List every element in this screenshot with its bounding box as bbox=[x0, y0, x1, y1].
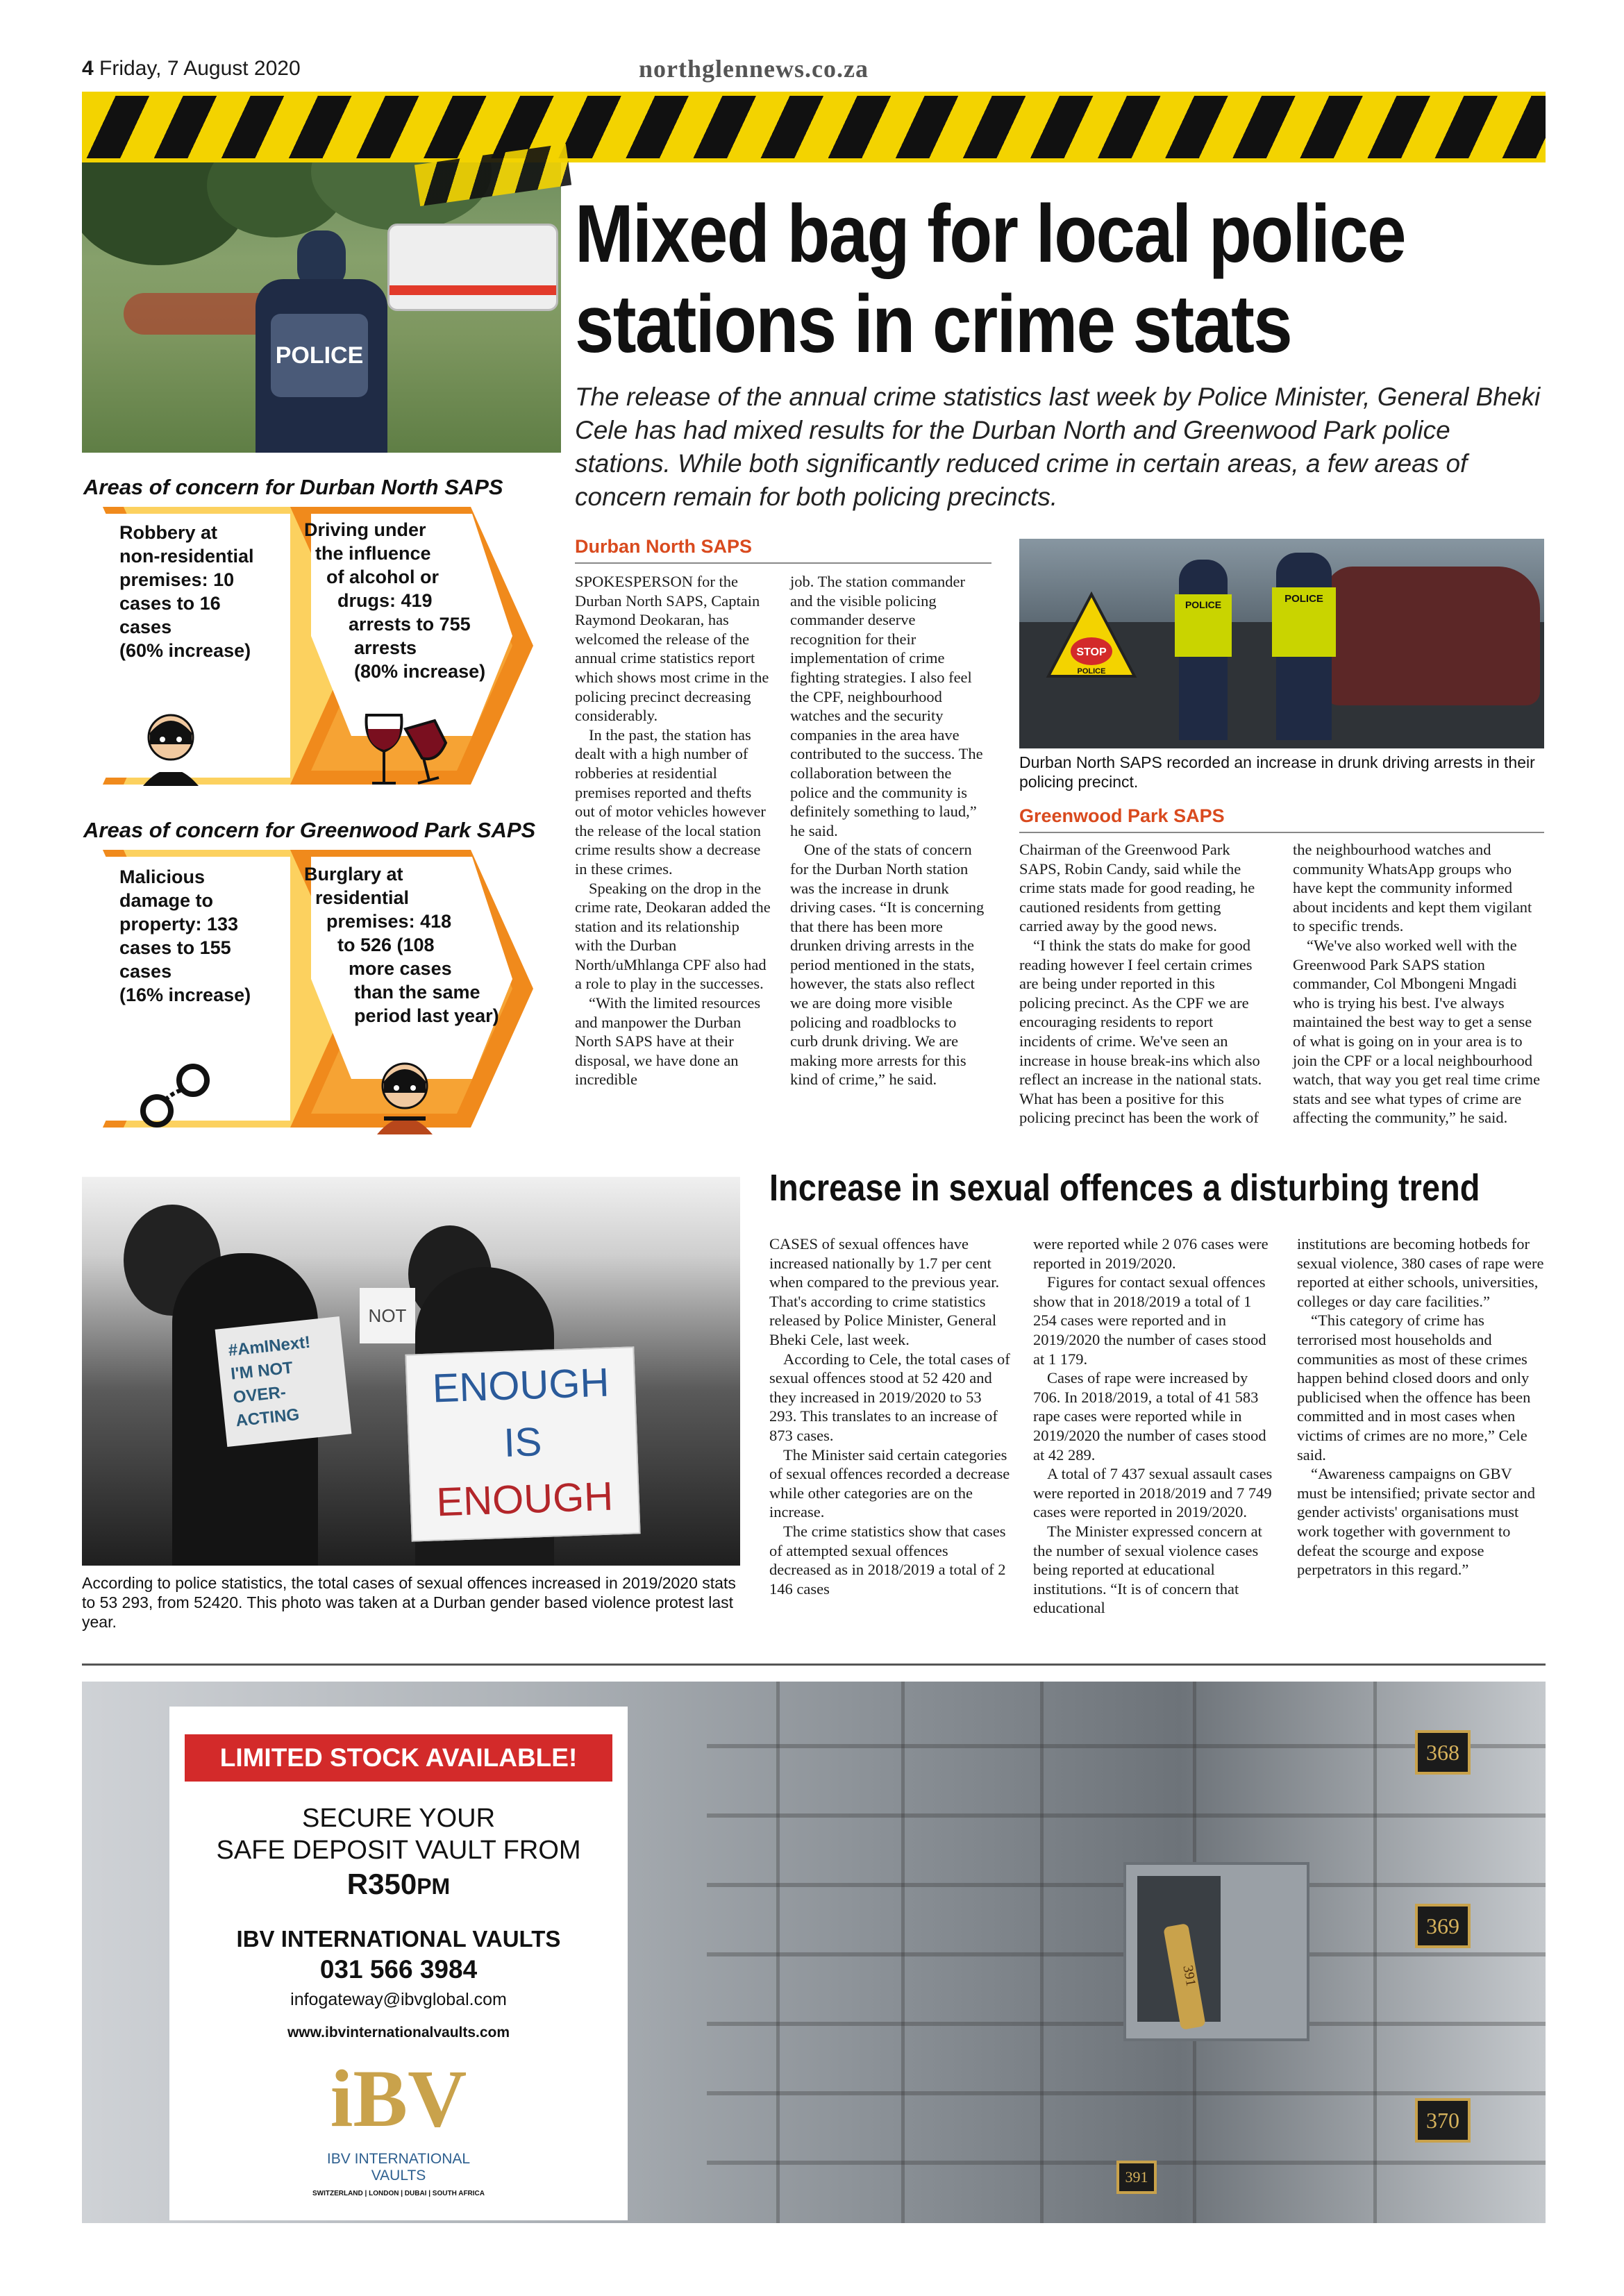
infographic-durban-title: Areas of concern for Durban North SAPS bbox=[83, 475, 503, 499]
key-tag: 391 bbox=[1163, 1923, 1206, 2030]
infographic-greenwood bbox=[82, 850, 533, 1148]
headline-line-1: Mixed bag for local police bbox=[575, 188, 1405, 280]
durban-right-text: Driving under the influence of alcohol or drugs: 419 arrests to 755 arrests (80% increase) bbox=[304, 519, 486, 682]
logo-name-1: IBV INTERNATIONAL bbox=[326, 2151, 471, 2167]
van-shape bbox=[387, 224, 558, 311]
ad-phone[interactable]: 031 566 3984 bbox=[319, 1955, 478, 1984]
sexual-offences-col-2: were reported while 2 076 cases were reported in 2019/2020. Figures for contact sexual offences show that in 2018/2019 a total of 1 254 cases were reported and in 2019/2020 the number of cases stood at 1 179. Cases of rape were increased by 706. In 2018/2019, a total of 41 583 rape cases were reported while in 2019/2020 the number of cases stood at 42 289. A total of 7 437 sexual assault cases were reported in 2018/2019 and 7 749 cases were reported in 2019/2020. The Minister expressed concern at the number of sexual violence cases being reported at educational institutions. “It is of concern that educational bbox=[1033, 1235, 1273, 1617]
vest-label-1: POLICE bbox=[1175, 594, 1232, 657]
section-rule bbox=[575, 562, 991, 564]
section-rule bbox=[1019, 832, 1544, 833]
folio bbox=[82, 57, 301, 81]
durban-col-1: SPOKESPERSON for the Durban North SAPS, Captain Raymond Deokaran, has welcomed the release of the annual crime statistics report which shows most crime in the policing precinct decreasing considerably. In the past, the station has dealt with a high number of robberies at residential premises reported and thefts out of motor vehicles however the release of the local station crime results show a decrease in these crimes. Speaking on the drop in the crime rate, Deokaran added the station and its relationship with the Durban North/uMhlanga CPF also had a role to play in the successes. “With the limited resources and manpower the Durban North SAPS have at their disposal, we have done an incredible bbox=[575, 573, 771, 1089]
ad-divider bbox=[82, 1664, 1546, 1666]
sexual-offences-col-1: CASES of sexual offences have increased nationally by 1.7 per cent when compared to the previous year. That's according to crime statistics released by Police Minister, General Bheki Cele, last week. According to Cele, the total cases of sexual offences stood at 52 420 and they increased in 2019/2020 to 53 293. This translates to an increase of 873 cases. The Minister said certain categories of sexual offences recorded a decrease while other categories are on the increase. The crime statistics show that cases of attempted sexual offences decreased as in 2018/2019 a total of 2 146 cases bbox=[769, 1235, 1010, 1598]
box-number-391: 391 bbox=[1116, 2161, 1157, 2194]
vest-label-2: POLICE bbox=[1272, 587, 1336, 657]
site-url[interactable]: northglennews.co.za bbox=[639, 55, 869, 83]
box-number-370: 370 bbox=[1415, 2098, 1471, 2143]
ad-banner: LIMITED STOCK AVAILABLE! bbox=[185, 1734, 612, 1782]
durban-left-text: Robbery at non-residential premises: 10 cases to 16 cases (60% increase) bbox=[119, 522, 254, 661]
stop-sign-text: STOP bbox=[1076, 646, 1107, 658]
ad-card bbox=[169, 1707, 628, 2220]
durban-col-2: job. The station commander and the visible policing commander deserve recognition for their implementation of crime fighting strategies. I also feel the CPF, neighbourhood watches and the security companies in the area have contributed to the success. The collaboration between the police and the community is definitely something to laud,” he said. One of the stats of concern for the Durban North station was the increase in drunk driving cases. “It is concerning that there has been more drunken driving arrests in the period mentioned in the stats, however, the stats also reflect we are doing more visible policing and roadblocks to curb drunk driving. We are making more arrests for this kind of crime,” he said. bbox=[790, 573, 985, 1089]
greenwood-col-1: Chairman of the Greenwood Park SAPS, Robin Candy, said while the crime stats made for good reading, he cautioned residents from getting carried away by the good news. “I think the stats do make for good reading however I feel certain crimes are being under reported in this policing precinct. As the CPF we are encouraging residents to report incidents of crime. We've seen an increase in house break-ins which also reflect an increase in the national stats. What has been a positive for this policing precinct has been the work of bbox=[1019, 841, 1262, 1127]
standfirst: The release of the annual crime statistics last week by Police Minister, General Bheki Cele has had mixed results for the Durban North and Greenwood Park police stations. While both significantly reduced crime in certain areas, a few areas of concern remain for both policing precincts. bbox=[575, 383, 1541, 511]
protest-photo bbox=[82, 1177, 740, 1566]
greenwood-col-2: the neighbourhood watches and community WhatsApp groups who have kept the community informed about incidents and kept them vigilant to specific trends. “We've also worked well with the Greenwood Park SAPS station commander, Col Mbongeni Mngadi who is trying his best. I've always maintained the best way to get a sense of what is going on in your area is to join the CPF or a local neighbourhood watch, that way you get real time crime stats and see what types of crime are affecting the community,” he said. bbox=[1293, 841, 1541, 1127]
burglar-icon bbox=[367, 1058, 443, 1134]
ad-company: IBV INTERNATIONAL VAULTS bbox=[236, 1926, 561, 1952]
protest-caption: According to police statistics, the total cases of sexual offences increased in 2019/2020 stats to 53 293, from 52420. This photo was taken at a Durban gender based violence protest last year. bbox=[82, 1574, 736, 1631]
handcuffs-icon bbox=[137, 1058, 214, 1134]
sign-enough: ENOUGH IS ENOUGH bbox=[405, 1346, 640, 1541]
officer-figure bbox=[256, 231, 387, 453]
ibv-logo: iBV bbox=[330, 2053, 467, 2144]
greenwood-left-text: Malicious damage to property: 133 cases to 155 cases (16% increase) bbox=[119, 866, 251, 1005]
ad-price: R350PM bbox=[346, 1868, 451, 1900]
roadblock-photo bbox=[1019, 539, 1544, 748]
infographic-greenwood-title: Areas of concern for Greenwood Park SAPS bbox=[83, 818, 536, 842]
wine-glass-icon bbox=[360, 708, 450, 791]
vest-label: POLICE bbox=[271, 314, 368, 397]
headline bbox=[575, 189, 1411, 369]
crime-scene-tape bbox=[82, 92, 1546, 162]
stop-sign bbox=[1043, 587, 1140, 685]
greenwood-section-heading: Greenwood Park SAPS bbox=[1019, 805, 1225, 826]
sexual-offences-col-3: institutions are becoming hotbeds for sexual violence, 380 cases of rape were reported at either schools, universities, colleges or day care facilities.” “This category of crime has terrorised most households and communities as most of these crimes happen behind closed doors and only publicised when the offence has been committed and in most cases when victims of crimes are no more,” Cele said. “Awareness campaigns on GBV must be intensified; private sector and gender activists' organisations must work together with government to defeat the scourge and expose perpetrators in this regard.” bbox=[1297, 1235, 1544, 1579]
burglar-icon bbox=[136, 710, 206, 786]
ibv-advert[interactable] bbox=[82, 1682, 1546, 2223]
issue-date: Friday, 7 August 2020 bbox=[99, 57, 301, 80]
logo-name-2: VAULTS bbox=[371, 2168, 426, 2184]
durban-section-heading: Durban North SAPS bbox=[575, 536, 753, 557]
sign-not: NOT bbox=[360, 1288, 415, 1343]
sign-amInext: #AmINext! I'M NOT OVER-ACTING bbox=[215, 1316, 352, 1447]
sexual-offences-headline: Increase in sexual offences a disturbing trend bbox=[769, 1167, 1480, 1209]
stop-sign-sub: POLICE bbox=[1077, 667, 1106, 676]
ad-website[interactable]: www.ibvinternationalvaults.com bbox=[287, 2025, 510, 2041]
ad-line-2: SAFE DEPOSIT VAULT FROM bbox=[216, 1836, 581, 1865]
ad-email[interactable]: infogateway@ibvglobal.com bbox=[290, 1990, 507, 2009]
roadblock-caption: Durban North SAPS recorded an increase in drunk driving arrests in their policing precinct. bbox=[1019, 753, 1535, 791]
page-number: 4 bbox=[82, 57, 94, 80]
headline-line-2: stations in crime stats bbox=[575, 278, 1291, 370]
ad-line-1: SECURE YOUR bbox=[301, 1804, 496, 1833]
greenwood-right-text: Burglary at residential premises: 418 to 526 (108 more cases than the same period last year) bbox=[304, 864, 499, 1026]
infographic-durban bbox=[82, 507, 533, 805]
police-scene-photo bbox=[82, 154, 561, 453]
logo-locations: SWITZERLAND | LONDON | DUBAI | SOUTH AFRICA bbox=[312, 2190, 485, 2197]
box-number-369: 369 bbox=[1415, 1904, 1471, 1948]
box-number-368: 368 bbox=[1415, 1730, 1471, 1775]
